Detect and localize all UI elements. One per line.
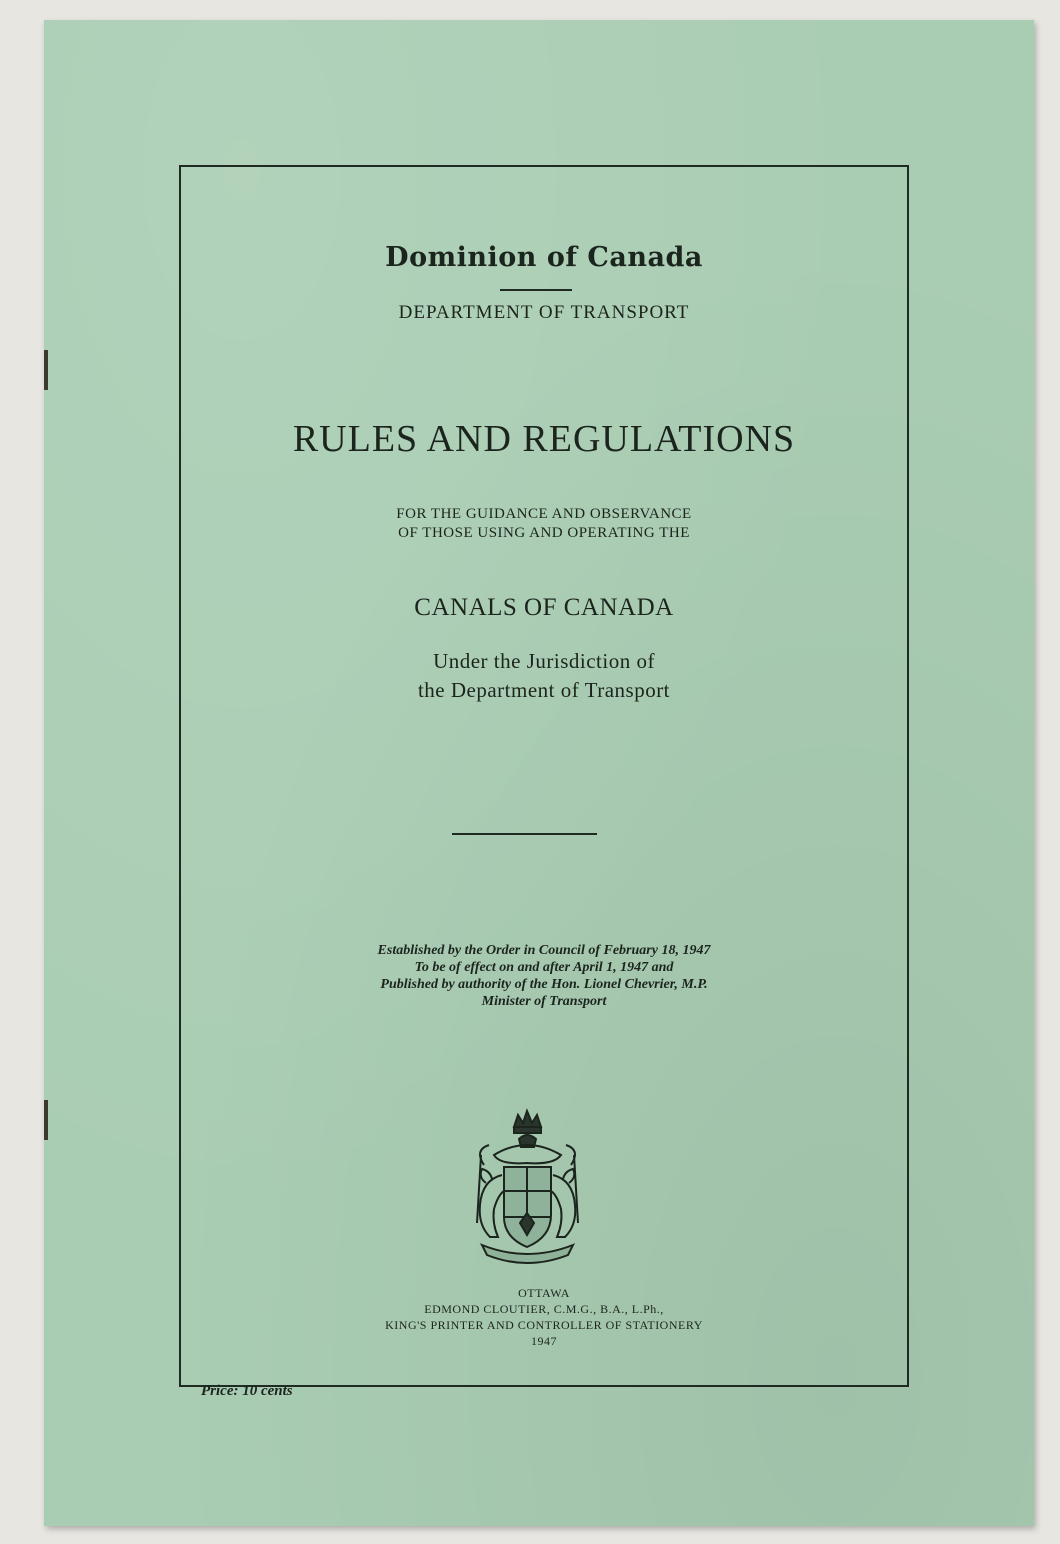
established-line-1: Established by the Order in Council of February 18, 1947 xyxy=(377,943,711,958)
staple xyxy=(44,350,48,390)
jurisdiction-text xyxy=(181,647,907,705)
price-label: Price: 10 cents xyxy=(201,1383,293,1399)
guidance-text xyxy=(181,505,907,543)
cover-frame xyxy=(179,165,909,1387)
established-line-3: Published by authority of the Hon. Lionel Chevrier, M.P. xyxy=(380,977,708,992)
printer-city: OTTAWA xyxy=(518,1286,570,1300)
jurisdiction-line-2: the Department of Transport xyxy=(417,678,671,702)
printer-year: 1947 xyxy=(531,1334,557,1348)
staple xyxy=(44,1100,48,1140)
established-line-4: Minister of Transport xyxy=(481,994,607,1009)
coat-of-arms-icon xyxy=(464,1105,591,1267)
booklet-cover xyxy=(44,20,1034,1526)
department-heading: DEPARTMENT OF TRANSPORT xyxy=(398,302,690,323)
printer-name: EDMOND CLOUTIER, C.M.G., B.A., L.Ph., xyxy=(424,1302,664,1316)
jurisdiction-line-1: Under the Jurisdiction of xyxy=(433,649,655,673)
divider-top xyxy=(500,289,572,291)
established-text xyxy=(181,942,907,1010)
document-title: RULES AND REGULATIONS xyxy=(292,418,796,460)
printer-info xyxy=(181,1285,907,1349)
dominion-heading: Dominion of Canada xyxy=(385,242,703,273)
printer-title: KING'S PRINTER AND CONTROLLER OF STATIONERY xyxy=(385,1318,703,1332)
guidance-line-2: OF THOSE USING AND OPERATING THE xyxy=(398,525,690,541)
divider-middle xyxy=(452,833,597,835)
guidance-line-1: FOR THE GUIDANCE AND OBSERVANCE xyxy=(396,506,692,522)
established-line-2: To be of effect on and after April 1, 1947 and xyxy=(414,960,674,975)
canals-heading: CANALS OF CANADA xyxy=(414,594,674,621)
